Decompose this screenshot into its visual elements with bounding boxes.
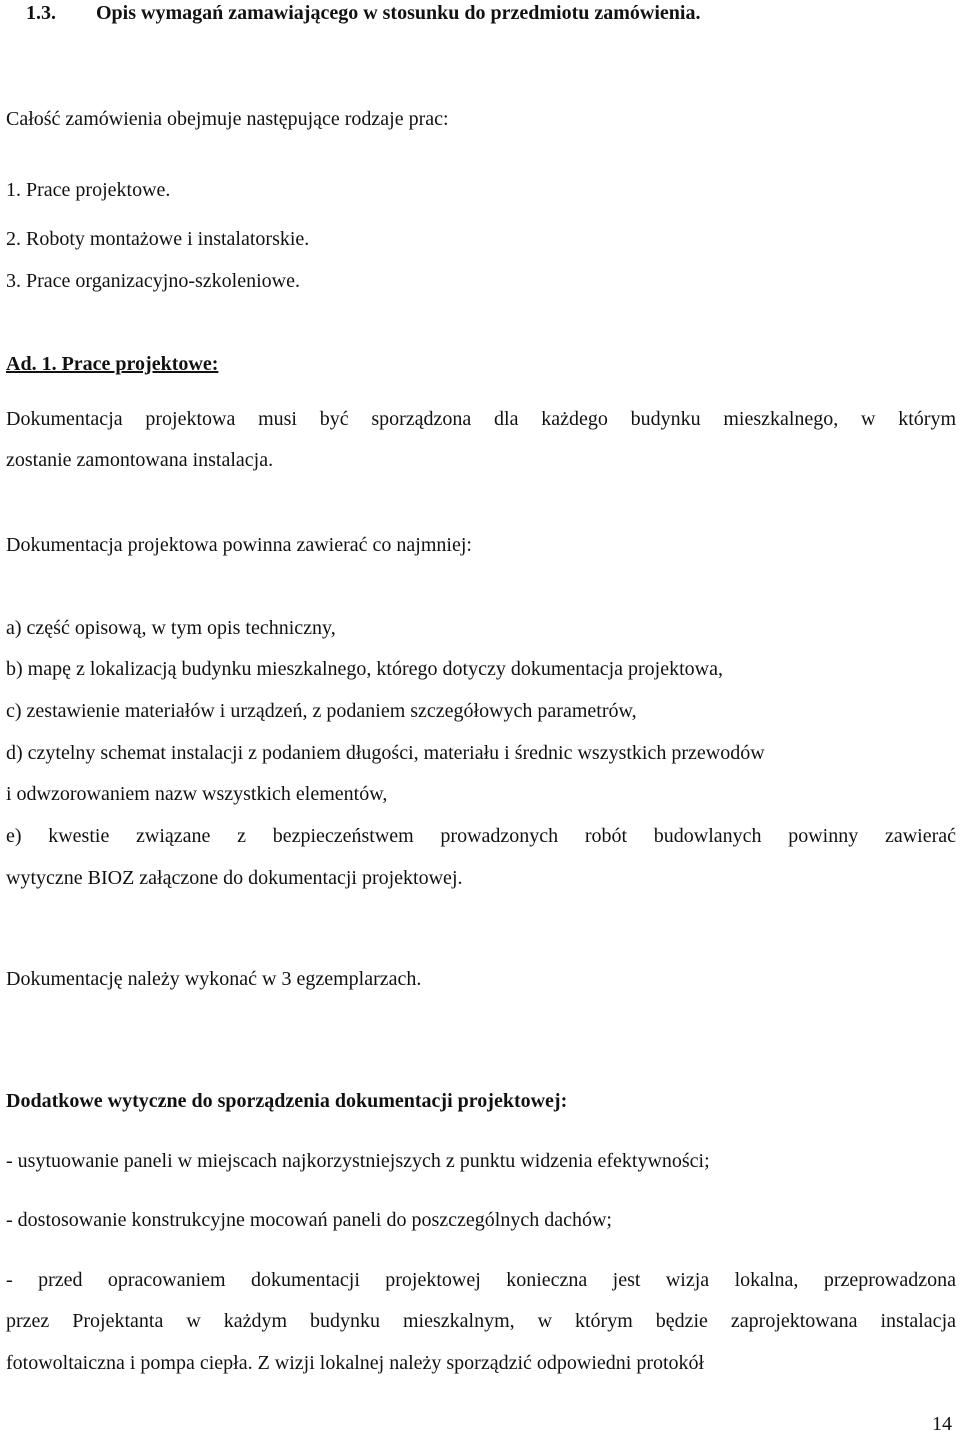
ad1-item-d-line1: d) czytelny schemat instalacji z podaniem długości, materiału i średnic wszystkich przewodów xyxy=(6,742,765,764)
section-heading xyxy=(26,0,700,26)
ad1-para2: Dokumentacja projektowa powinna zawierać co najmniej: xyxy=(6,534,472,556)
page-number: 14 xyxy=(932,1413,952,1435)
additional-item-3-line3: fotowoltaiczna i pompa ciepła. Z wizji lokalnej należy sporządzić odpowiedni protokół xyxy=(6,1352,705,1374)
ad1-title-text: Ad. 1. Prace projektowe: xyxy=(6,353,219,375)
work-type-2: 2. Roboty montażowe i instalatorskie. xyxy=(6,228,310,250)
additional-item-3-line1: - przed opracowaniem dokumentacji projektowej konieczna jest wizja lokalna, przeprowadzona xyxy=(6,1269,956,1291)
ad1-item-b: b) mapę z lokalizacją budynku mieszkalnego, którego dotyczy dokumentacja projektowa, xyxy=(6,658,723,680)
ad1-item-c: c) zestawienie materiałów i urządzeń, z podaniem szczegółowych parametrów, xyxy=(6,700,637,722)
section-number: 1.3. xyxy=(26,2,56,24)
ad1-para1-line2: zostanie zamontowana instalacja. xyxy=(6,449,274,471)
ad1-item-a: a) część opisową, w tym opis techniczny, xyxy=(6,617,336,639)
additional-title: Dodatkowe wytyczne do sporządzenia dokumentacji projektowej: xyxy=(6,1090,568,1112)
ad1-item-e-line2: wytyczne BIOZ załączone do dokumentacji projektowej. xyxy=(6,867,463,889)
intro-text: Całość zamówienia obejmuje następujące rodzaje prac: xyxy=(6,108,449,130)
ad1-para1-line1: Dokumentacja projektowa musi być sporządzona dla każdego budynku mieszkalnego, w którym xyxy=(6,408,956,430)
additional-item-1: - usytuowanie paneli w miejscach najkorzystniejszych z punktu widzenia efektywności; xyxy=(6,1150,710,1172)
section-title: Opis wymagań zamawiającego w stosunku do przedmiotu zamówienia. xyxy=(96,2,701,24)
work-type-1: 1. Prace projektowe. xyxy=(6,179,171,201)
ad1-copies: Dokumentację należy wykonać w 3 egzemplarzach. xyxy=(6,968,422,990)
additional-item-3-line2: przez Projektanta w każdym budynku mieszkalnym, w którym będzie zaprojektowana instalacja xyxy=(6,1310,956,1332)
work-type-3: 3. Prace organizacyjno-szkoleniowe. xyxy=(6,270,300,292)
additional-item-2: - dostosowanie konstrukcyjne mocowań paneli do poszczególnych dachów; xyxy=(6,1209,612,1231)
ad1-item-d-line2: i odwzorowaniem nazw wszystkich elementów, xyxy=(6,783,388,805)
ad1-title xyxy=(6,351,218,377)
ad1-item-e-line1: e) kwestie związane z bezpieczeństwem prowadzonych robót budowlanych powinny zawierać xyxy=(6,825,956,847)
